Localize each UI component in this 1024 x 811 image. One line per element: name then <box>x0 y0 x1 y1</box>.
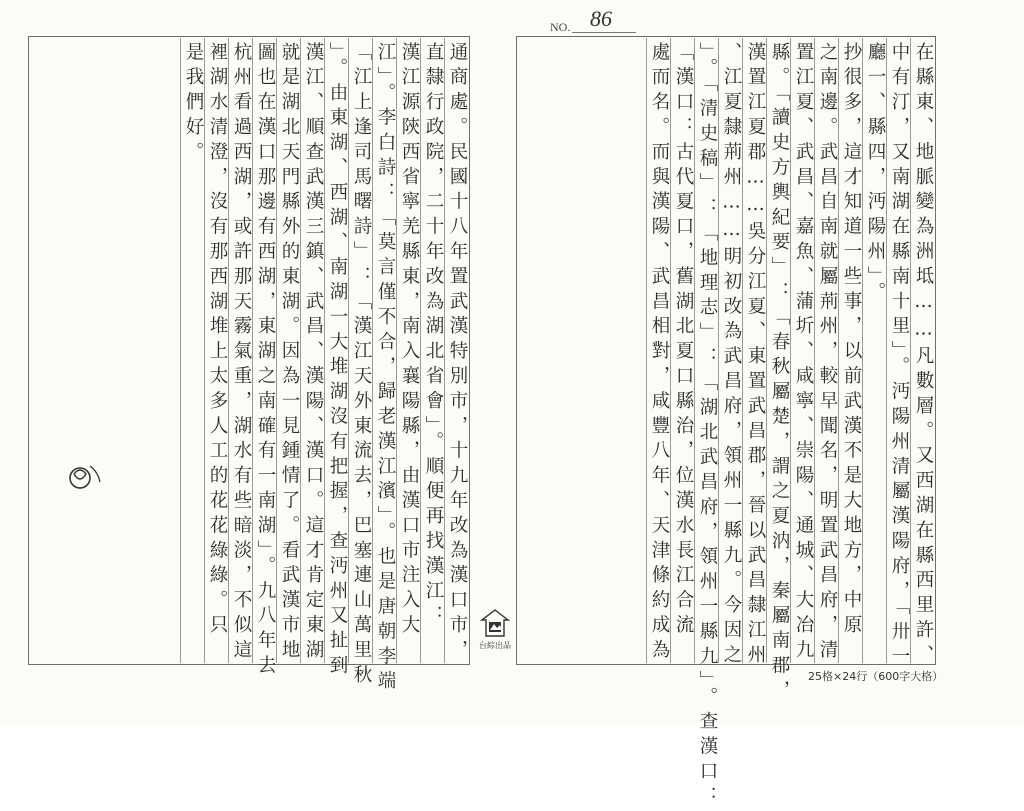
manuscript-column <box>742 38 766 670</box>
publisher-logo-icon <box>480 608 510 638</box>
manuscript-column <box>694 38 718 811</box>
column-text: 「江上逢司馬曙詩」：「漢江天外東流去，巴塞連山萬里秋 <box>351 42 372 690</box>
column-text: 圖也在漢口那邊有西湖，東湖之南確有一南湖」。九八年去 <box>255 42 276 681</box>
left-page <box>30 38 468 696</box>
column-text: 就是湖北天門縣外的東湖。因為一見鍾情了。看武漢市地 <box>279 42 300 665</box>
column-text: 置江夏、武昌、嘉魚、蒲圻、咸寧、崇陽、通城、大冶九 <box>793 42 814 665</box>
column-text: 之南邊。武昌自南就屬荊州，較早聞名，明置武昌府，清 <box>817 42 838 665</box>
manuscript-column <box>718 38 742 670</box>
manuscript-column <box>766 38 790 706</box>
column-text: 縣。「讀史方輿紀要」：「春秋屬楚，謂之夏汭，秦屬南郡， <box>769 42 790 706</box>
column-text: 中有汀，又南湖在縣南十里」。沔陽州清屬漢陽府，「卅一 <box>889 42 910 671</box>
page-number: 86 <box>590 6 612 31</box>
manuscript-column <box>300 38 324 663</box>
manuscript-column <box>420 38 444 663</box>
manuscript-column <box>252 38 276 681</box>
column-text: 直隸行政院，二十年改為湖北省會」。順便再找漢江： <box>423 42 444 631</box>
column-text: 江」。李白詩：「莫言僅不合，歸老漢江濱」。也是唐朝李端 <box>375 42 396 696</box>
column-text: 裡湖水清澄，沒有那西湖堆上太多人工的花花綠綠。只 <box>207 42 228 640</box>
publisher-label: 台綜出品 <box>479 641 511 650</box>
column-text: 在縣東、地脈變為洲坻……凡數層。又西湖在縣西里許、 <box>913 42 934 670</box>
column-text: 」。由東湖、西湖、南湖一大堆湖沒有把握，查沔州又扯到 <box>327 42 348 681</box>
manuscript-column <box>324 38 348 681</box>
column-text: 、江夏隸荊州……明初改為武昌府，領州一縣九。今因之 <box>721 42 742 670</box>
column-text: 」。「清史稿」：「地理志」：「湖北武昌府，領州一縣九」。查漢口： <box>697 42 718 811</box>
page-number-underline <box>572 32 636 33</box>
column-text: 是我們好。 <box>183 42 204 167</box>
no-label: NO. <box>550 20 571 34</box>
column-text: 通商處。民國十八年置武漢特別市，十九年改為漢口市， <box>447 42 468 665</box>
manuscript-column <box>204 38 228 663</box>
column-text: 漢置江夏郡……吳分江夏、東置武昌郡，晉以武昌隸江州 <box>745 42 766 670</box>
manuscript-column <box>646 38 670 663</box>
manuscript-column <box>790 38 814 663</box>
manuscript-column <box>670 38 694 663</box>
ink-doodle <box>66 456 108 496</box>
manuscript-column <box>228 38 252 663</box>
column-text: 漢江、順查武漢三鎮、武昌、漢陽、漢口。這才肯定東湖 <box>303 42 324 665</box>
manuscript-column <box>348 38 372 690</box>
manuscript-column <box>276 38 300 663</box>
column-text: 廳一、縣四，沔陽州」。 <box>865 42 886 307</box>
manuscript-column <box>180 38 204 663</box>
column-text: 處而名。而與漢陽、武昌相對，咸豐八年、天津條約成為 <box>649 42 670 665</box>
manuscript-column <box>372 38 396 696</box>
manuscript-column <box>910 38 934 670</box>
manuscript-column <box>886 38 910 671</box>
manuscript-column <box>396 38 420 663</box>
manuscript-column <box>444 38 468 663</box>
column-text: 杭州看過西湖，或許那天霧氣重，湖水有些暗淡，不似這 <box>231 42 252 665</box>
column-text: 抄很多，這才知道一些事，以前武漢不是大地方，中原 <box>841 42 862 640</box>
manuscript-column <box>814 38 838 663</box>
grid-spec-label: 25格×24行（600字大格） <box>808 670 944 683</box>
column-text: 漢江源陝西省寧羌縣東，南入襄陽縣，由漢口市注入大 <box>399 42 420 640</box>
manuscript-column <box>838 38 862 663</box>
column-text: 「漢口：古代夏口，舊湖北夏口縣治，位漢水長江合流 <box>673 42 694 640</box>
manuscript-column <box>862 38 886 663</box>
